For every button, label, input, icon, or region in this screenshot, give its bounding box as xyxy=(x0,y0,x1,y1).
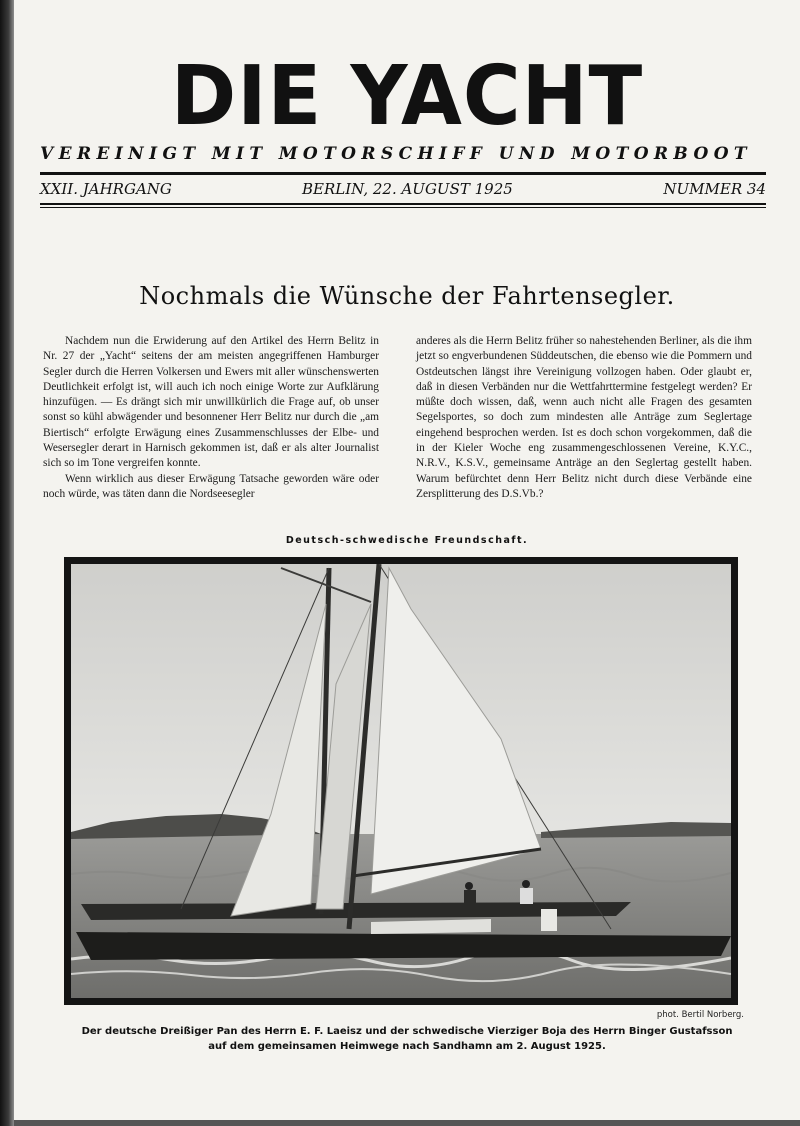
issue-dateline: BERLIN, 22. AUGUST 1925 xyxy=(302,180,513,198)
photo-heading: Deutsch-schwedische Freundschaft. xyxy=(285,535,529,546)
issue-volume: XXII. JAHRGANG xyxy=(40,180,172,198)
photo-caption-line: Der deutsche Dreißiger Pan des Herrn E. F. Laeisz und der schwedische Vierziger Boja des Herrn Binger Gustafsson xyxy=(81,1026,733,1037)
book-spine xyxy=(0,0,14,1126)
masthead-rule-top xyxy=(40,172,766,175)
masthead-title: DIE YACHT xyxy=(170,49,644,144)
magazine-page xyxy=(14,0,800,1126)
masthead-rule-bottom xyxy=(40,203,766,205)
sailboat-photo xyxy=(71,564,731,998)
article-column-right xyxy=(416,334,752,502)
page-bottom-edge xyxy=(14,1120,800,1126)
article-title: Nochmals die Wünsche der Fahrtensegler. xyxy=(139,282,675,310)
article-paragraph: Nachdem nun die Erwiderung auf den Artikel des Herrn Belitz in Nr. 27 der „Yacht“ seitens der am meisten angegriffenen Hamburger Segler durch die Herren Volkersen und Ewers mit aller wünschenswerten Deutlichkeit erfolgt ist, will auch ich noch einige Worte zur Aufklärung hinzufügen. — Es drängt sich mir unwillkürlich die Frage auf, ob unser sonst so kühl abwägender und besonnener Herr Belitz nur durch die „am Biertisch“ erfolgte Erwägung eines Zusammenschlusses der Elbe- und Wesersegler derart in Harnisch gekommen ist, daß er als alter Journalist sich so im Tone vergreifen konnte. xyxy=(43,335,379,470)
photo-credit: phot. Bertil Norberg. xyxy=(656,1010,744,1020)
masthead-rule-bottom-thin xyxy=(40,207,766,208)
issue-line xyxy=(40,180,766,200)
article-column-left xyxy=(43,334,379,502)
photo-caption xyxy=(14,1024,800,1054)
article-paragraph: anderes als die Herrn Belitz früher so nahestehenden Berliner, als die ihm jetzt so engverbundenen Süddeutschen, die ebenso wie die Pommern und Ostdeutschen längst ihre Vereinigung vollzogen haben. Oder glaubt er, daß in diesen Verbänden nur die Wettfahrttermine festgelegt werden? Er müßte doch wissen, daß, wenn auch nicht alle Fragen des gesamten Segelsportes, so doch zum mindesten alle Anträge zum Seglertage eingehend besprochen werden. Ist es doch schon vorgekommen, daß die in der Kieler Woche eng zusammengeschlossenen Vereine, K.Y.C., N.R.V., K.S.V., gemeinsame Anträge an den Seglertag gestellt haben. Warum befürchtet denn Herr Belitz nicht durch diese Verbände eine Zersplitterung des D.S.Vb.? xyxy=(416,335,752,500)
issue-number: NUMMER 34 xyxy=(663,180,766,198)
photo-caption-line: auf dem gemeinsamen Heimwege nach Sandhamn am 2. August 1925. xyxy=(208,1041,606,1052)
masthead-subtitle: VEREINIGT MIT MOTORSCHIFF UND MOTORBOOT xyxy=(40,144,752,164)
photo-frame xyxy=(64,557,738,1005)
article-paragraph: Wenn wirklich aus dieser Erwägung Tatsache geworden wäre oder noch würde, was täten dann die Nordseesegler xyxy=(43,472,379,500)
